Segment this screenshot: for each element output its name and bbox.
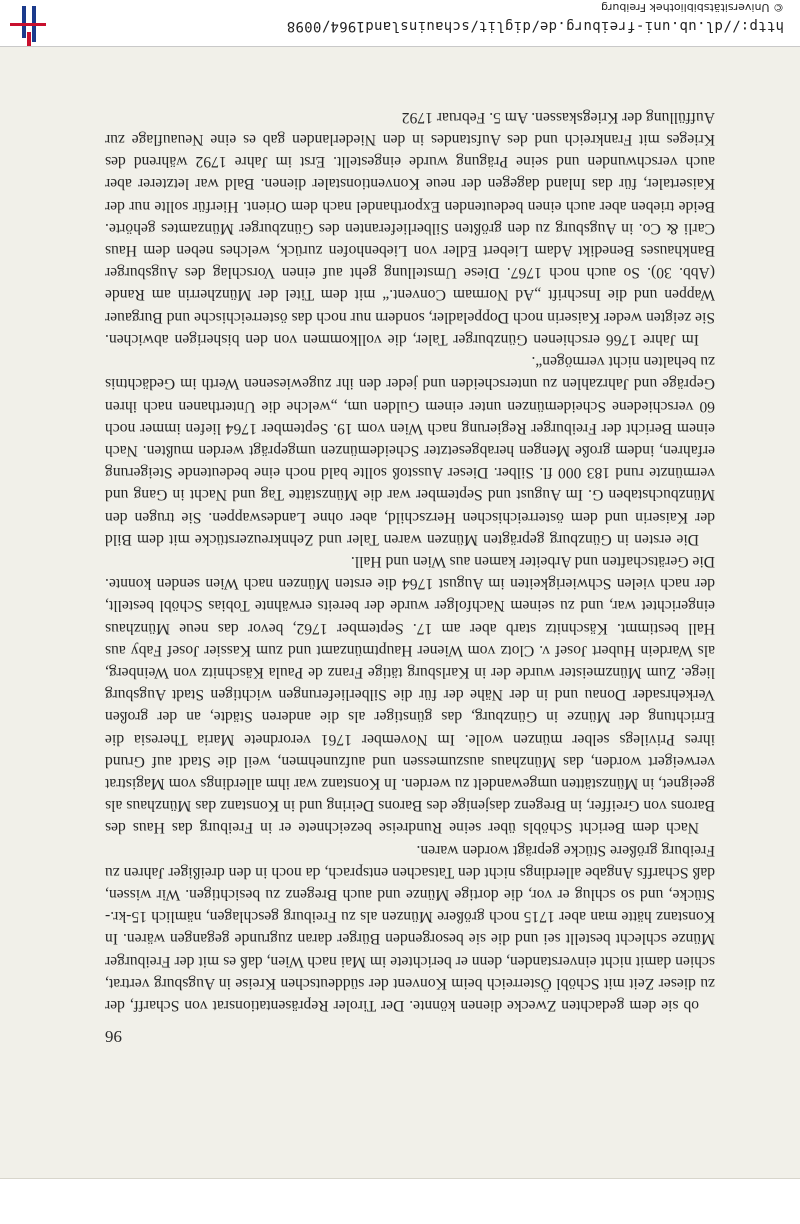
- paragraph-3: Die ersten in Günzburg geprägten Münzen waren Taler und Zehnkreuzerstücke mit dem Bild der Kaiserin und dem österreichischen Herzschild, aber ohne Landeswappen. Sie trugen den Münzbuchstaben G. Im August und September war die Münzstätte Tag und Nacht in Gang und vermünzte rund 183 000 fl. Silber. Dieser Ausstoß sollte bald noch eine bedeutende Steigerung erfahren, indem große Mengen herabgesetzter Scheidemünzen umgeprägt werden mußten. Nach einem Bericht der Freiburger Regierung nach Wien vom 19. September 1764 liefen immer noch 60 verschiedene Scheidemünzen unter einem Gulden um, „welche die Unterthanen nach ihren Gepräge und Jahrzahlen zu unterscheiden und jeder den ihr zugewiesenen Werth im Gedächtnis zu behalten nicht vermögen“.: [105, 353, 715, 548]
- page-top-edge: [0, 1178, 800, 1179]
- paragraph-1: ob sie dem gedachten Zwecke dienen könnte. Der Tiroler Repräsentationsrat von Scharff, der zu dieser Zeit mit Schöbl Österreich beim Konvent der süddeutschen Kreise in Augsburg vertrat, schien damit nicht einverstanden, denn er berichtete im Mai nach Wien, daß es mit der Freiburger Münze schlecht bestellt sei und die sie besorgenden Bürger daran zugrunde gegangen wären. In Konstanz hätte man aber 1715 noch größere Münzen als zu Freiburg geschlagen, nämlich 15-kr.-Stücke, und so schlug er vor, die dortige Münze und auch Bregenz zu besichtigen. Wir wissen, daß Scharffs Angabe allerdings nicht den Tatsachen entsprach, da noch in den dreißiger Jahren zu Freiburg größere Stücke geprägt worden waren.: [105, 841, 715, 1014]
- copyright-notice: © Universitätsbibliothek Freiburg: [601, 1, 784, 14]
- page-number: 96: [105, 1027, 122, 1046]
- footer-divider: [0, 46, 800, 47]
- permalink-url[interactable]: http://dl.ub.uni-freiburg.de/diglit/schauinsland1964/0098: [286, 18, 784, 34]
- paragraph-4: Im Jahre 1766 erschienen Günzburger Taler, die vollkommen von den bisherigen abwichen. Sie zeigten weder Kaiserin noch Doppeladler, sondern nur noch das österreichische und Burgauer Wappen und die Inschrift „Ad Normam Convent.“ mit dem Titel der Münzherrin am Rande (Abb. 30). So auch noch 1767. Diese Umstellung geht auf einen Vorschlag des Augsburger Bankhauses Benedikt Adam Liebert Edler von Liebenhofen zurück, welches neben dem Haus Carli & Co. in Augsburg zu den größten Silberlieferanten des Günzburger Münzamtes gehörte. Beide trieben aber auch einen bedeutenden Exporthandel nach dem Orient. Hierfür sollte nur der Kaisertaler, für das Inland dagegen der neue Konventionstaler dienen. Bald war letzterer aber auch verschwunden und seine Prägung wurde eingestellt. Erst im Jahre 1792 während des Krieges mit Frankreich und des Aufstandes in den Niederlanden gab es eine Neuauflage zur Auffüllung der Kriegskassen. Am 5. Februar 1792: [105, 108, 715, 348]
- body-text: [105, 106, 715, 1016]
- paragraph-2: Nach dem Bericht Schöbls über seine Rundreise bezeichnete er in Freiburg das Haus des Barons von Greiffer, in Bregenz dasjenige des Barons Deiring und in Konstanz das Münzhaus als geeignet, in Münzstätten umgewandelt zu werden. In Konstanz war ihm allerdings vom Magistrat verweigert worden, das Münzhaus auszumessen und aufzunehmen, weil die Stadt auf Grund ihres Privilegs selber münzen wolle. Im November 1761 verordnete Maria Theresia die Errichtung der Münze in Günzburg, das günstiger als die anderen Städte, an der großen Verkehrsader Donau und in der Nähe der für die Silberlieferungen wichtigen Stadt Augsburg liege. Zum Münzmeister wurde der in Karlsburg tätige Franz de Paula Käschnitz von Weinberg, als Wardein Hubert Josef v. Clotz vom Wiener Hauptmünzamt und zum Kassier Josef Faby aus Hall bestimmt. Käschnitz starb aber am 17. September 1762, bevor das neue Münzhaus eingerichtet war, und zu seinem Nachfolger wurde der bereits erwähnte Tobias Schöbl bestellt, der nach vielen Schwierigkeiten im August 1764 die ersten Münzen nach Wien senden konnte. Die Gerätschaften und Arbeiter kamen aus Wien und Hall.: [105, 552, 715, 837]
- university-library-logo-icon: [4, 0, 52, 48]
